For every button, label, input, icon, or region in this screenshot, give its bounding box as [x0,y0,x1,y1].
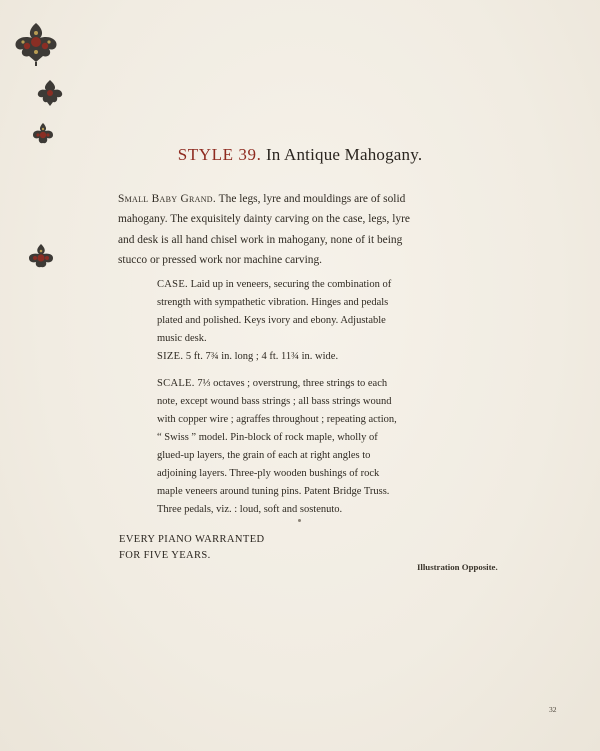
finish-title: In Antique Mahogany. [265,145,423,164]
intro-line [118,189,498,209]
ivers-pond-logo [6,20,66,115]
spec-line [157,375,487,393]
case-spec [157,276,487,348]
model-name: Small Baby Grand. [118,193,217,205]
case-label: CASE. [157,279,188,290]
intro-paragraph [118,189,498,271]
spec-text: Laid up in veneers, securing the combination of [187,279,392,290]
spec-line: maple veneers around tuning pins. Patent Bridge Truss. [157,486,390,497]
spec-line: Three pedals, viz. : loud, soft and sostenuto. [157,504,343,515]
scale-label: SCALE. [157,378,195,389]
warranty-line: EVERY PIANO WARRANTED [119,534,265,545]
warranty-notice [119,532,264,564]
spec-line: “ Swiss ” model. Pin-block of rock maple, wholly of [157,432,378,443]
spec-line: glued-up layers, the grain of each at right angles to [157,450,371,461]
intro-line: and desk is all hand chisel work in mahogany, none of it being [118,233,403,246]
warranty-line: FOR FIVE YEARS. [119,550,211,561]
intro-line: mahogany. The exquisitely dainty carving on the case, legs, lyre [118,213,410,226]
spec-line [157,276,487,294]
spec-line [157,348,487,366]
spec-text: 5 ft. 7¾ in. long ; 4 ft. 11¾ in. wide. [183,351,339,362]
illustration-note: Illustration Opposite. [417,562,498,572]
page-title [0,145,600,165]
spec-text: 7⅓ octaves ; overstrung, three strings to each [194,378,388,389]
intro-text: The legs, lyre and mouldings are of solid [216,193,406,205]
page-number: 32 [549,705,557,714]
spec-line: with copper wire ; agraffes throughout ; repeating action, [157,414,397,425]
spec-line: note, except wound bass strings ; all bass strings wound [157,396,392,407]
size-spec [157,348,487,366]
intro-line: stucco or pressed work nor machine carving. [118,254,323,267]
spec-line: plated and polished. Keys ivory and ebony. Adjustable [157,315,386,326]
spec-line: adjoining layers. Three-ply wooden bushings of rock [157,468,380,479]
size-label: SIZE. [157,351,184,362]
style-number: STYLE 39. [177,145,262,164]
ink-dot [298,519,301,522]
spec-line: music desk. [157,333,207,344]
spec-line: strength with sympathetic vibration. Hinges and pedals [157,297,389,308]
scale-spec [157,375,487,519]
ornament-mid-icon [27,243,55,271]
